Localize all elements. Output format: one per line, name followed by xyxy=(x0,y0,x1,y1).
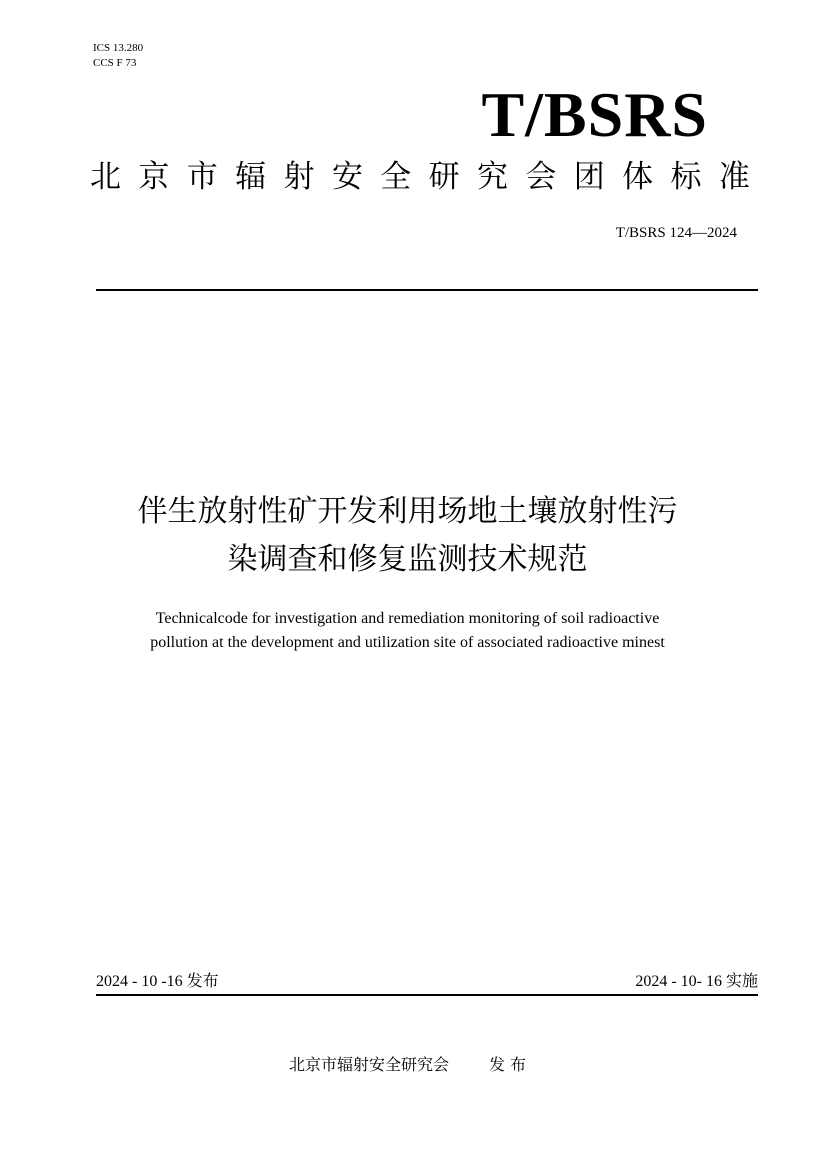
ics-code: ICS 13.280 xyxy=(93,42,144,54)
publisher-action: 发 布 xyxy=(488,1055,527,1074)
org-title-char: 准 xyxy=(718,159,750,195)
org-title-char: 究 xyxy=(477,159,508,195)
implement-date: 2024 - 10- 16 xyxy=(635,973,722,990)
org-title-char: 市 xyxy=(186,159,218,195)
date-row xyxy=(96,970,758,993)
english-title-line-2: pollution at the development and utilization site of associated radioactive minest xyxy=(150,634,665,651)
standard-number: T/BSRS 124—2024 xyxy=(615,225,737,241)
org-title-char: 北 xyxy=(90,159,121,195)
english-title-line-1: Technicalcode for investigation and remediation monitoring of soil radioactive xyxy=(155,610,660,627)
classification-codes xyxy=(93,41,143,71)
org-title-char: 团 xyxy=(573,159,605,195)
org-title-char: 射 xyxy=(283,159,315,195)
english-title xyxy=(60,607,755,655)
org-title-char: 安 xyxy=(331,159,363,195)
implement-date-block xyxy=(635,970,758,993)
chinese-title-line-2: 染调查和修复监测技术规范 xyxy=(227,542,588,577)
org-title-char: 会 xyxy=(525,159,557,195)
chinese-title-line-1: 伴生放射性矿开发利用场地土壤放射性污 xyxy=(137,494,678,529)
ccs-code: CCS F 73 xyxy=(93,57,137,69)
implement-label: 实施 xyxy=(725,971,758,990)
org-title-char: 研 xyxy=(428,159,460,195)
publisher-line xyxy=(0,1052,815,1075)
footer-divider xyxy=(96,994,758,996)
org-title-char: 全 xyxy=(380,159,412,195)
org-title-char: 辐 xyxy=(235,159,267,195)
chinese-title xyxy=(60,488,755,584)
org-title-char: 体 xyxy=(622,159,654,195)
publish-date-block xyxy=(96,970,219,993)
org-title-char: 标 xyxy=(670,159,702,195)
publish-date: 2024 - 10 -16 xyxy=(96,973,183,990)
header-divider xyxy=(96,289,758,291)
publisher-name: 北京市辐射安全研究会 xyxy=(288,1055,449,1074)
org-title xyxy=(90,155,750,199)
org-title-char: 京 xyxy=(138,159,170,195)
publish-label: 发布 xyxy=(186,971,219,990)
brand-logo: T/BSRS xyxy=(481,79,708,150)
